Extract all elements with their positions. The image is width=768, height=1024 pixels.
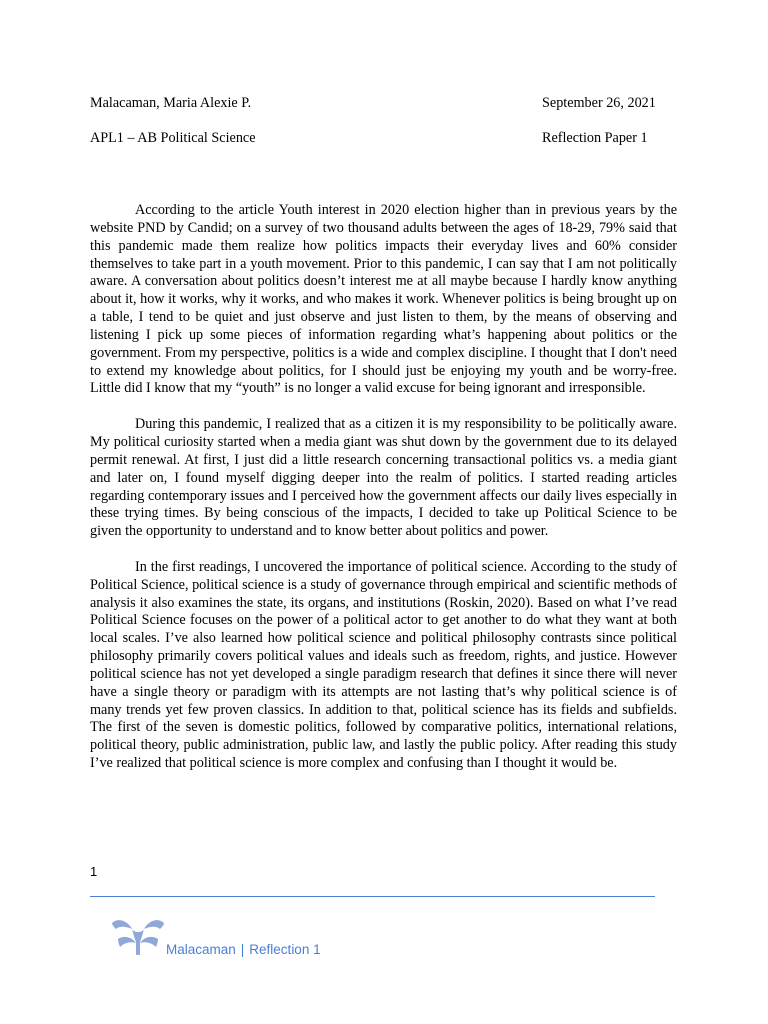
paragraph-2: During this pandemic, I realized that as a citizen it is my responsibility to be politically aware. My political curiosity started when a media giant was shut down by the government due to its delayed permit renewal. At first, I just did a little research concerning transactional politics vs. a media giant and later on, I found myself digging deeper into the realm of politics. I started reading articles regarding contemporary issues and I perceived how the government affects our daily lives especially in these trying times. By being conscious of the impacts, I decided to take up Political Science to be given the opportunity to understand and to know better about politics and power. (90, 416, 677, 540)
seagull-logo-icon (110, 915, 166, 959)
author-name: Malacaman, Maria Alexie P. (90, 95, 252, 111)
footer-divider (90, 896, 655, 897)
footer-name: Malacaman (166, 942, 236, 957)
course-name: APL1 – AB Political Science (90, 130, 256, 146)
paragraph-3: In the first readings, I uncovered the importance of political science. According to the study of Political Science, political science is a study of governance through empirical and scientific methods of analysis it also examines the state, its organs, and institutions (Roskin, 2020). Based on what I’ve read Political Science focuses on the power of a political actor to get another to do what they want at both local scales. I’ve also learned how political science and political philosophy contrasts since political philosophy primarily covers political values and ideals such as freedom, rights, and justice. However political science has not yet developed a single paradigm research that defines it since there will never have a single theory or paradigm with its attempts are not lasting that’s why political science is of many trends yet few proven classics. In addition to that, political science has its fields and subfields. The first of the seven is domestic politics, followed by comparative politics, international relations, political theory, public administration, public law, and lastly the public policy. After reading this study I’ve realized that political science is more complex and confusing than I thought it would be. (90, 558, 677, 772)
paper-date: September 26, 2021 (542, 95, 656, 111)
page-number: 1 (90, 864, 98, 879)
paper-title: Reflection Paper 1 (542, 130, 648, 146)
footer-reflection-label: Reflection 1 (249, 942, 321, 957)
paragraph-1: According to the article Youth interest in 2020 election higher than in previous years by the website PND by Candid; on a survey of two thousand adults between the ages of 18-29, 79% said that this pandemic made them realize how politics impacts their everyday lives and 60% consider themselves to take part in a youth movement. Prior to this pandemic, I can say that I am not politically aware. A conversation about politics doesn’t interest me at all maybe because I hardly know anything about it, how it works, why it works, and who makes it work. Whenever politics is being brought up on a table, I tend to be quiet and just observe and just listen to them, by the means of observing and listening I pick up some pieces of information regarding what’s happening about politics or the government. From my perspective, politics is a wide and complex discipline. I thought that I don't need to extend my knowledge about politics, for I should just be enjoying my youth and be worry-free. Little did I know that my “youth” is no longer a valid excuse for being ignorant and irresponsible. (90, 202, 677, 397)
footer-separator: | (240, 942, 245, 957)
body-text (90, 202, 677, 791)
footer-label (166, 941, 321, 958)
